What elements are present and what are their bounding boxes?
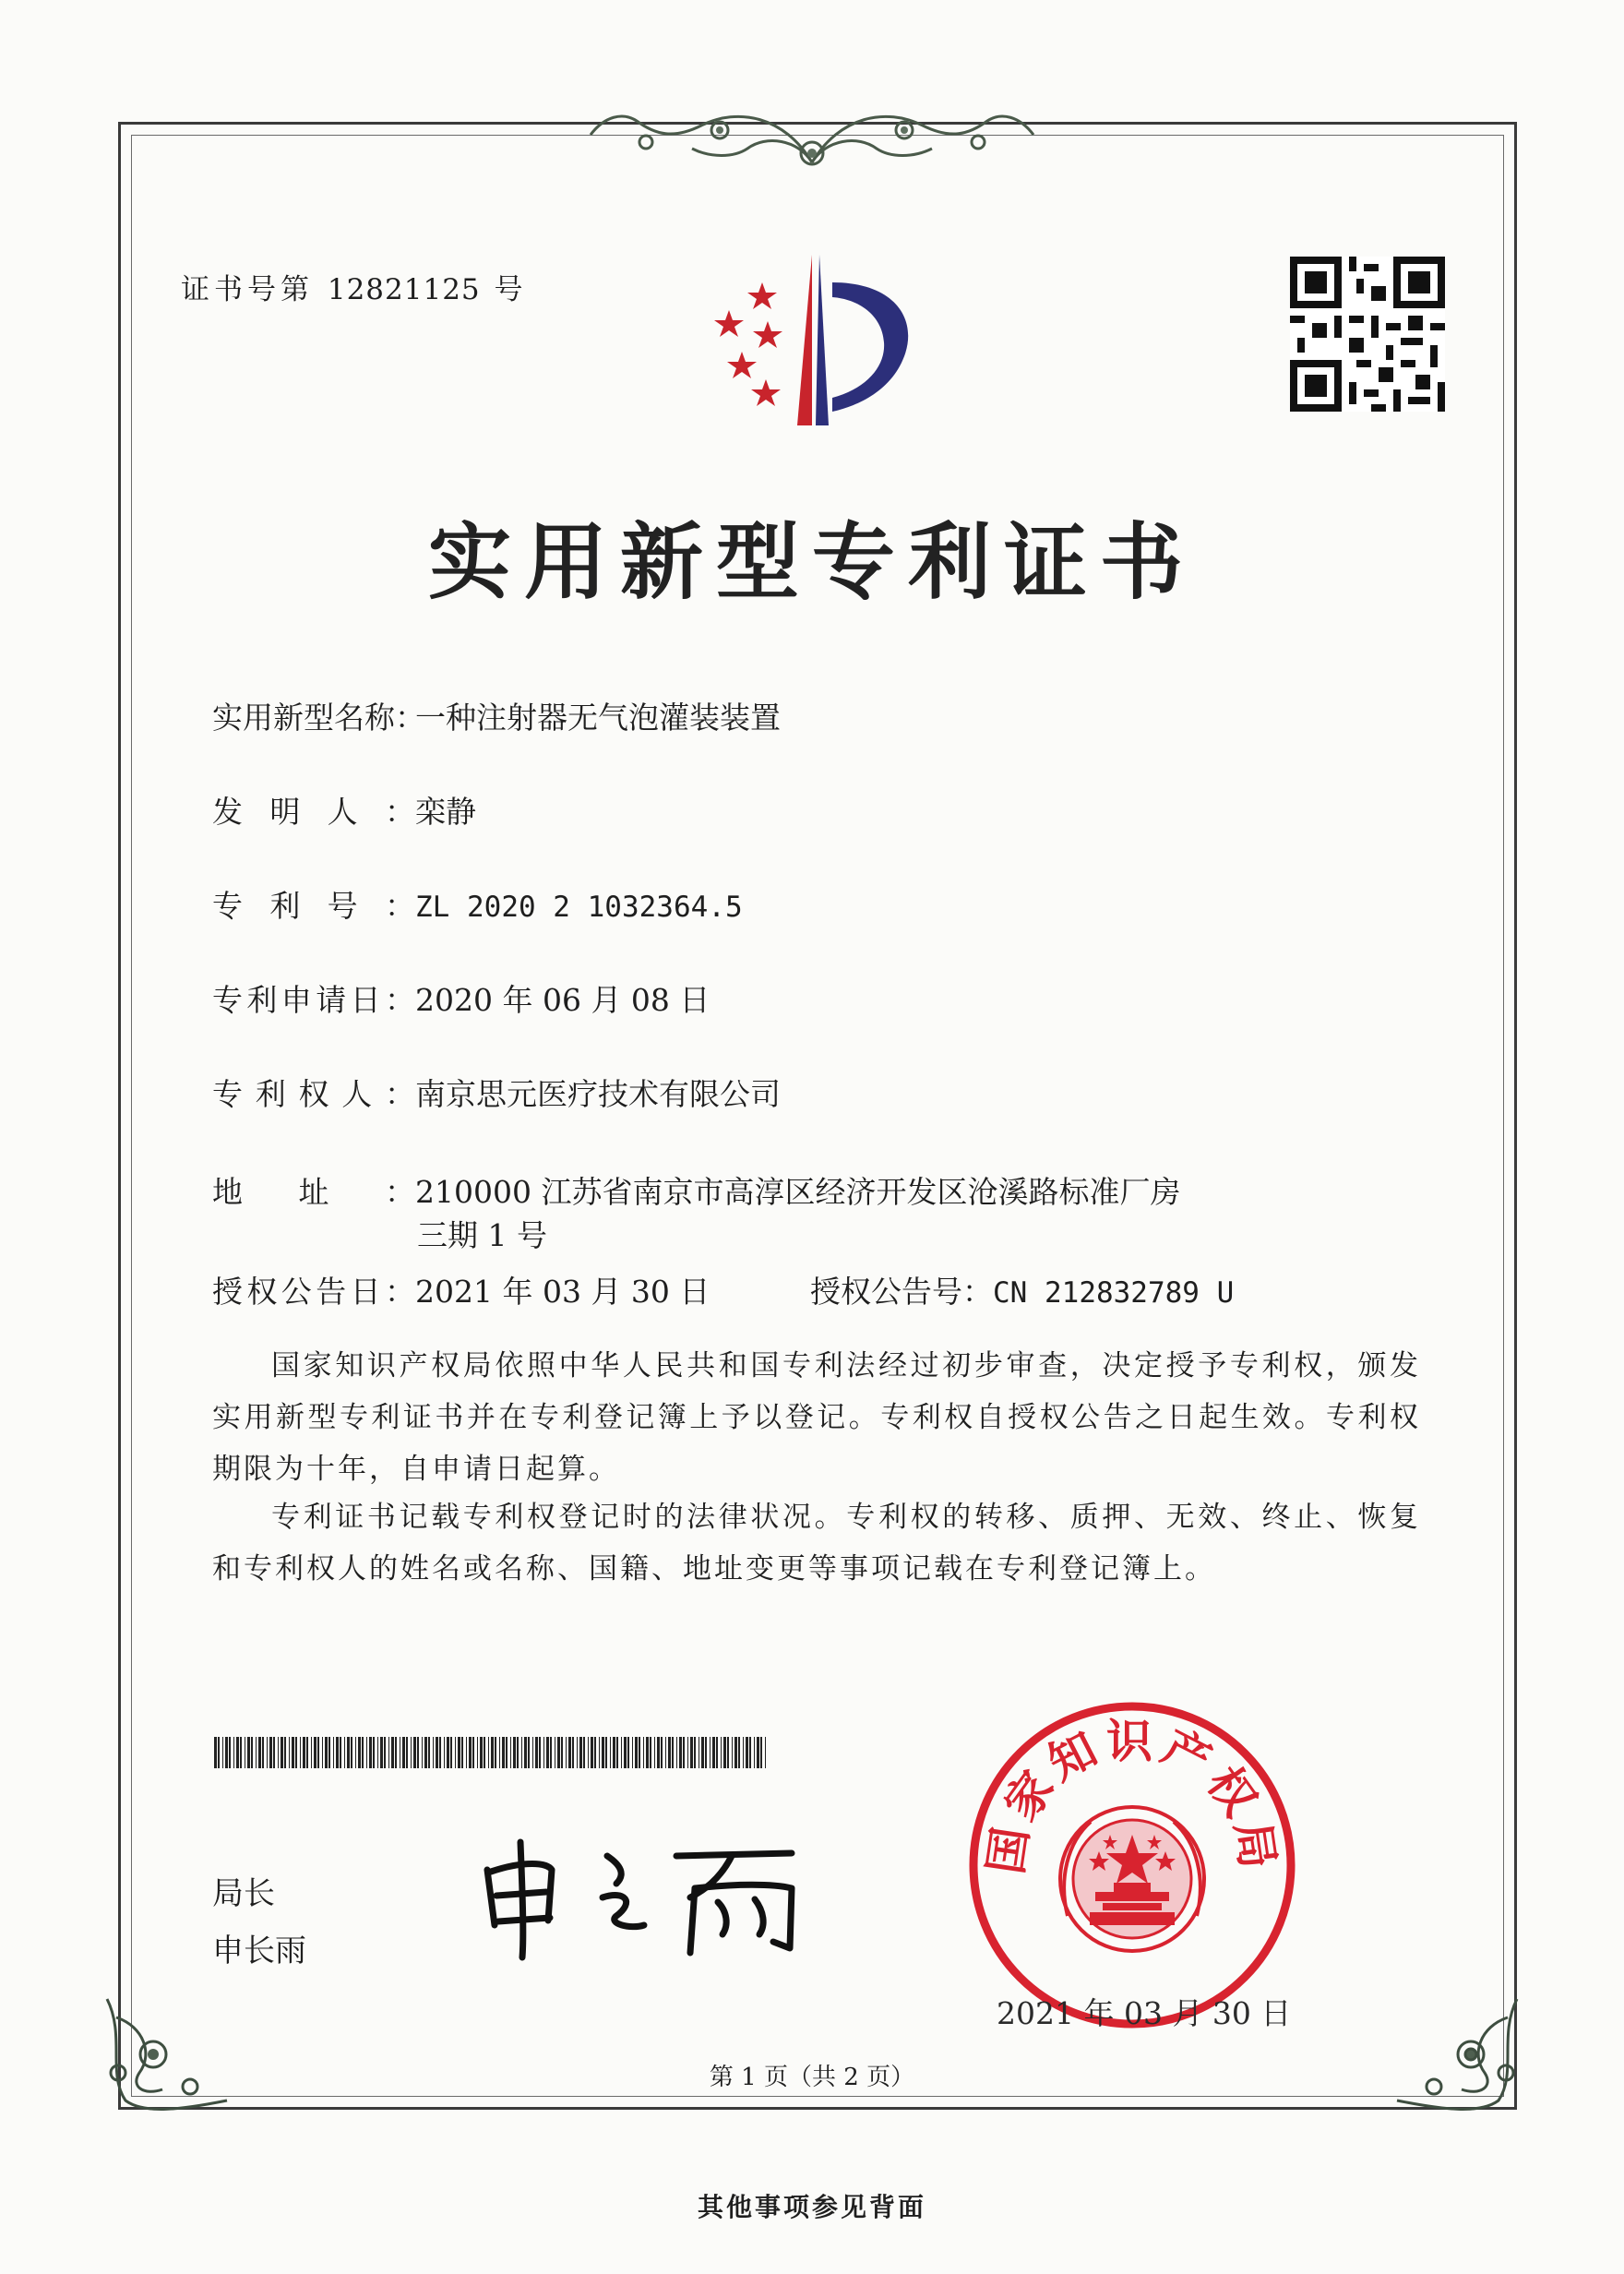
certificate-number-prefix: 证书号第 (181, 273, 314, 306)
certificate-number (181, 266, 528, 307)
seal-text: 国家知识产权局 (978, 1715, 1286, 1878)
field-label: 专利权人： (212, 1076, 415, 1112)
field-value: CN 212832789 U (993, 1276, 1235, 1310)
field-label: 实用新型名称： (212, 700, 425, 736)
seal-date: 2021 年 03 月 30 日 (997, 1995, 1292, 2031)
field-address (212, 1168, 1180, 1212)
cnipa-logo-icon (701, 245, 932, 439)
field-value: 栾静 (415, 794, 476, 830)
field-label: 地址： (212, 1174, 415, 1210)
field-patentee (212, 1071, 781, 1114)
field-application-date (212, 976, 710, 1020)
qr-code-icon (1290, 257, 1445, 412)
field-label: 授权公告日： (212, 1274, 415, 1310)
page-number: 第 1 页（共 2 页） (709, 2064, 915, 2091)
field-inventor (212, 788, 476, 832)
certificate-title: 实用新型专利证书 (428, 513, 1196, 611)
field-value: 210000 江苏省南京市高淳区经济开发区沧溪路标准厂房 (415, 1174, 1181, 1210)
field-label: 专利号： (212, 888, 415, 924)
statement-paragraph: 专利证书记载专利权登记时的法律状况。专利权的转移、质押、无效、终止、恢复和专利权人的姓名或名称、国籍、地址变更等事项记载在专利登记簿上。 (212, 1501, 1421, 1586)
corner-ornament-icon (89, 1981, 245, 2119)
field-value: 2021 年 03 月 30 日 (415, 1274, 710, 1310)
field-address-line2: 三期 1 号 (417, 1217, 547, 1253)
director-name: 申长雨 (212, 1933, 306, 1969)
certificate-number-suffix: 号 (494, 273, 528, 306)
field-patent-number (212, 882, 743, 926)
certificate-number-value: 12821125 (327, 273, 481, 306)
official-seal-icon (961, 1694, 1303, 2036)
statement-paragraph: 国家知识产权局依照中华人民共和国专利法经过初步审查，决定授予专利权，颁发实用新型专利证书并在专利登记簿上予以登记。专利权自授权公告之日起生效。专利权期限为十年，自申请日起算。 (212, 1349, 1421, 1486)
field-value: ZL 2020 2 1032364.5 (415, 891, 743, 924)
field-label: 专利申请日： (212, 982, 415, 1018)
footer-note: 其他事项参见背面 (697, 2192, 926, 2222)
field-grant-number (810, 1268, 1234, 1311)
field-label: 发明人： (212, 794, 415, 830)
field-value: 2020 年 06 月 08 日 (415, 982, 710, 1018)
field-value: 南京思元医疗技术有限公司 (415, 1076, 781, 1112)
field-value: 一种注射器无气泡灌装装置 (415, 700, 781, 736)
signature-icon (469, 1833, 819, 1962)
top-ornament-icon (581, 98, 1043, 181)
field-grant-date (212, 1268, 710, 1311)
corner-ornament-icon (1379, 1981, 1535, 2119)
field-label: 授权公告号： (810, 1274, 993, 1310)
director-title: 局长 (212, 1875, 275, 1912)
field-utility-name (212, 694, 781, 737)
barcode-icon (214, 1737, 773, 1768)
